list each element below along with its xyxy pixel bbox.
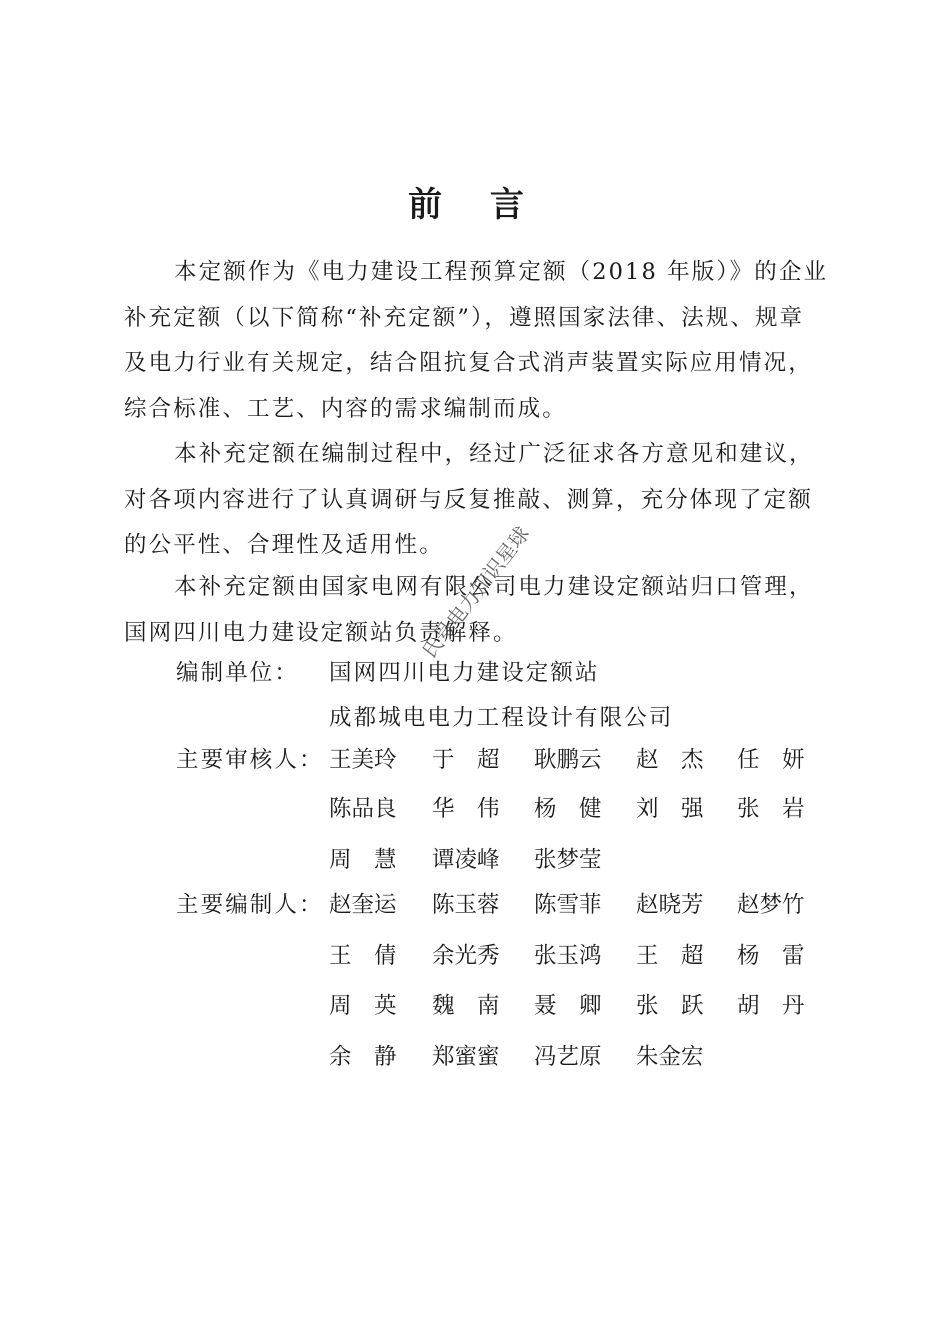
compiler-name: 王 超 xyxy=(636,943,704,969)
watermark: 氏号电力知识星球 xyxy=(416,521,535,663)
compilers-label: 主要编制人： xyxy=(176,892,324,918)
text-line: 本补充定额在编制过程中，经过广泛征求各方意见和建议， xyxy=(174,441,814,467)
paragraph-2 xyxy=(124,432,828,569)
text-line: 本补充定额由国家电网有限公司电力建设定额站归口管理， xyxy=(174,574,814,600)
compiler-name: 张 跃 xyxy=(636,993,704,1019)
compiler-name: 陈雪菲 xyxy=(534,892,602,918)
reviewer-name: 杨 健 xyxy=(534,796,602,822)
text-line: 补充定额（以下简称“补充定额”），遵照国家法律、法规、规章 xyxy=(124,304,805,331)
reviewer-name: 陈品良 xyxy=(329,796,397,822)
reviewer-name: 谭凌峰 xyxy=(432,847,500,873)
compiler-name: 魏 南 xyxy=(432,993,500,1019)
compiler-name: 杨 雷 xyxy=(737,943,805,969)
text-line: 对各项内容进行了认真调研与反复推敲、测算，充分体现了定额 xyxy=(124,486,813,513)
compiler-name: 周 英 xyxy=(329,993,397,1019)
compiler-name: 郑蜜蜜 xyxy=(432,1044,500,1070)
reviewer-name: 张梦莹 xyxy=(534,847,602,873)
reviewer-name: 刘 强 xyxy=(636,796,704,822)
reviewer-name: 于 超 xyxy=(432,747,500,773)
text-line: 的公平性、合理性及适用性。 xyxy=(124,532,444,558)
text-line: 国网四川电力建设定额站负责解释。 xyxy=(124,619,518,646)
compiler-name: 朱金宏 xyxy=(636,1044,704,1070)
reviewer-name: 任 妍 xyxy=(737,747,805,773)
compiler-name: 余 静 xyxy=(329,1044,397,1070)
text-line: 本定额作为《电力建设工程预算定额（2018 年版）》的企业 xyxy=(174,259,829,285)
paragraph-1 xyxy=(124,250,828,432)
reviewer-name: 华 伟 xyxy=(432,796,500,822)
compiler-name: 赵晓芳 xyxy=(636,892,704,918)
page-title: 前 言 xyxy=(408,185,542,225)
reviewer-name: 周 慧 xyxy=(329,847,397,873)
reviewer-name: 张 岩 xyxy=(737,796,805,822)
compiler-name: 胡 丹 xyxy=(737,993,805,1019)
compiling-unit-1: 国网四川电力建设定额站 xyxy=(329,660,600,686)
compiler-name: 张玉鸿 xyxy=(534,943,602,969)
compiler-name: 赵奎运 xyxy=(329,892,397,918)
compiler-name: 陈玉蓉 xyxy=(432,892,500,918)
text-line: 综合标准、工艺、内容的需求编制而成。 xyxy=(124,395,567,422)
compiler-name: 赵梦竹 xyxy=(737,892,805,918)
reviewer-name: 赵 杰 xyxy=(636,747,704,773)
reviewers-label: 主要审核人： xyxy=(176,747,324,773)
compiling-units-label: 编制单位： xyxy=(176,660,300,686)
compiling-unit-2: 成都城电电力工程设计有限公司 xyxy=(329,705,674,731)
compiler-name: 余光秀 xyxy=(432,943,500,969)
reviewer-name: 耿鹏云 xyxy=(534,747,602,773)
compiler-name: 聂 卿 xyxy=(534,993,602,1019)
text-line: 及电力行业有关规定，结合阻抗复合式消声装置实际应用情况， xyxy=(124,350,813,376)
reviewer-name: 王美玲 xyxy=(329,747,397,773)
compiler-name: 王 倩 xyxy=(329,943,397,969)
compiler-name: 冯艺原 xyxy=(534,1044,602,1070)
